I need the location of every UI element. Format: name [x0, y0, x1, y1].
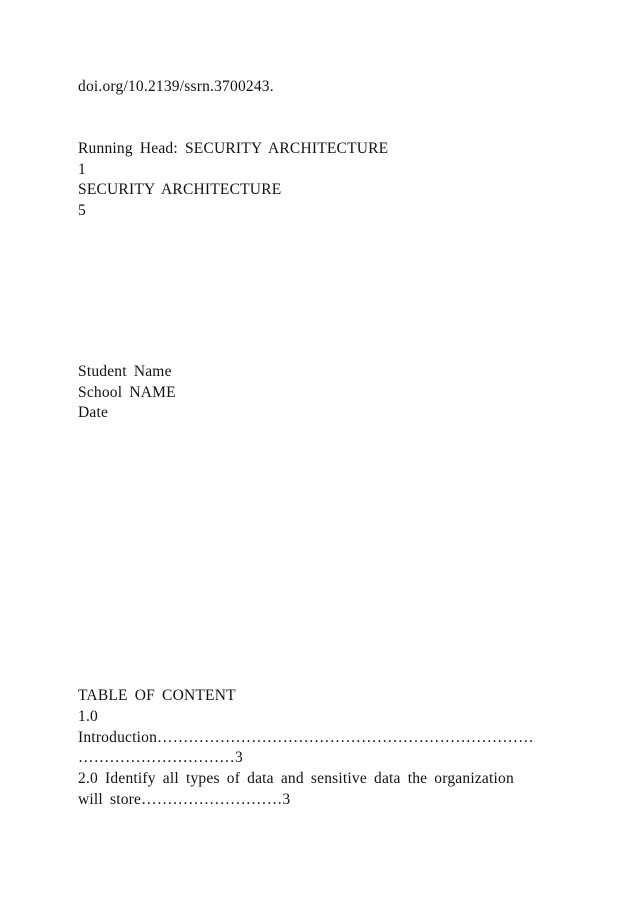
running-head: Running Head: SECURITY ARCHITECTURE	[78, 140, 389, 157]
doi-reference: doi.org/10.2139/ssrn.3700243.	[78, 78, 274, 95]
header-title: SECURITY ARCHITECTURE	[78, 181, 282, 198]
page-number: 1	[78, 161, 86, 178]
page-number-secondary: 5	[78, 202, 86, 219]
toc-heading: TABLE OF CONTENT	[78, 687, 236, 704]
toc-entry-number: 1.0	[78, 708, 98, 725]
date-line: Date	[78, 404, 109, 421]
student-name: Student Name	[78, 363, 172, 380]
toc-entry-title: Introduction………………………………………………………………	[78, 729, 534, 746]
toc-entry-page: …………………………3	[78, 749, 243, 766]
toc-entry-2-line-1: 2.0 Identify all types of data and sensitive data the organization	[78, 770, 514, 787]
toc-entry-2-line-2: will store………………………3	[78, 791, 291, 808]
school-name: School NAME	[78, 384, 176, 401]
